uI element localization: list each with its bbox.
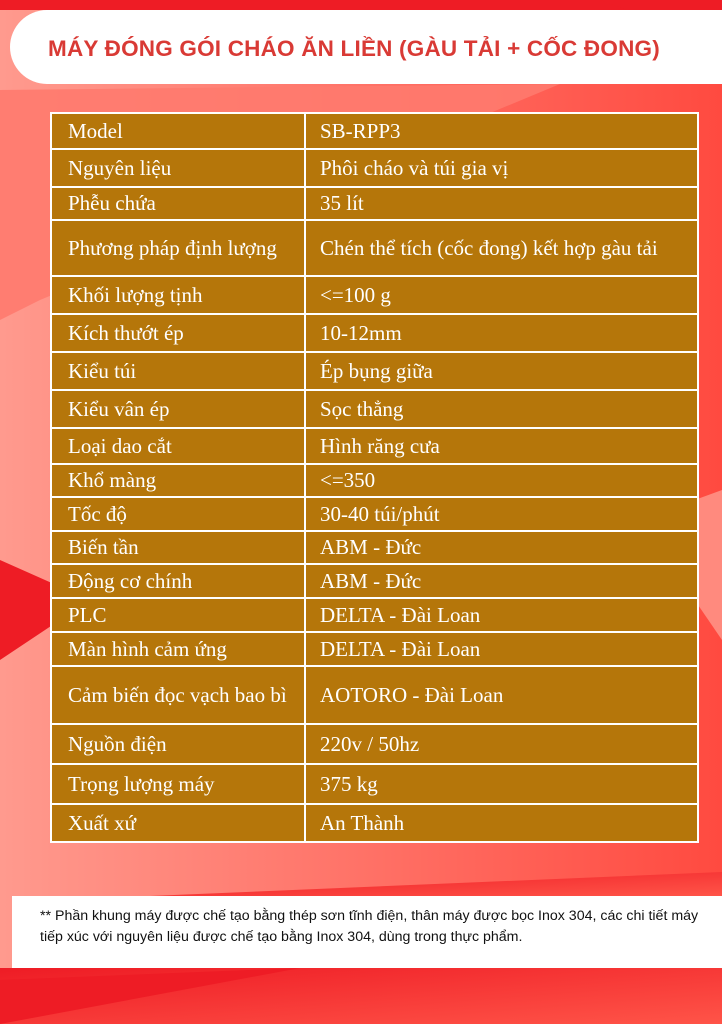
spec-label: Nguyên liệu — [51, 149, 305, 187]
spec-row — [51, 390, 698, 428]
spec-row — [51, 598, 698, 632]
spec-row — [51, 632, 698, 666]
spec-label: Nguồn điện — [51, 724, 305, 764]
spec-value: DELTA - Đài Loan — [305, 632, 698, 666]
spec-label: Model — [51, 113, 305, 149]
spec-label: Màn hình cảm ứng — [51, 632, 305, 666]
spec-value: 35 lít — [305, 187, 698, 220]
spec-value: <=350 — [305, 464, 698, 497]
spec-label: Khổ màng — [51, 464, 305, 497]
spec-table-body — [51, 113, 698, 842]
spec-value: 10-12mm — [305, 314, 698, 352]
spec-value: Phôi cháo và túi gia vị — [305, 149, 698, 187]
spec-value: An Thành — [305, 804, 698, 842]
spec-value: ABM - Đức — [305, 531, 698, 564]
spec-row — [51, 804, 698, 842]
spec-value: 30-40 túi/phút — [305, 497, 698, 531]
spec-row — [51, 276, 698, 314]
footnote-box — [12, 896, 722, 968]
spec-value: Chén thể tích (cốc đong) kết hợp gàu tải — [305, 220, 698, 276]
spec-row — [51, 464, 698, 497]
spec-label: Trọng lượng máy — [51, 764, 305, 804]
spec-label: Phương pháp định lượng — [51, 220, 305, 276]
title-banner — [10, 10, 722, 84]
spec-value: SB-RPP3 — [305, 113, 698, 149]
spec-table — [50, 112, 699, 843]
spec-label: Tốc độ — [51, 497, 305, 531]
page-title: MÁY ĐÓNG GÓI CHÁO ĂN LIỀN (GÀU TẢI + CỐC ĐONG) — [48, 36, 660, 61]
spec-label: PLC — [51, 598, 305, 632]
spec-value: Sọc thẳng — [305, 390, 698, 428]
spec-row — [51, 666, 698, 724]
spec-label: Loại dao cắt — [51, 428, 305, 464]
spec-value: Hình răng cưa — [305, 428, 698, 464]
spec-row — [51, 497, 698, 531]
spec-value: <=100 g — [305, 276, 698, 314]
spec-row — [51, 764, 698, 804]
spec-label: Xuất xứ — [51, 804, 305, 842]
spec-label: Biến tần — [51, 531, 305, 564]
spec-label: Khối lượng tịnh — [51, 276, 305, 314]
spec-row — [51, 314, 698, 352]
spec-label: Kích thướt ép — [51, 314, 305, 352]
spec-value: Ép bụng giữa — [305, 352, 698, 390]
spec-label: Phễu chứa — [51, 187, 305, 220]
spec-value: ABM - Đức — [305, 564, 698, 598]
spec-row — [51, 428, 698, 464]
spec-row — [51, 149, 698, 187]
spec-row — [51, 113, 698, 149]
spec-value: 375 kg — [305, 764, 698, 804]
spec-row — [51, 564, 698, 598]
spec-value: AOTORO - Đài Loan — [305, 666, 698, 724]
spec-value: 220v / 50hz — [305, 724, 698, 764]
spec-row — [51, 531, 698, 564]
spec-row — [51, 220, 698, 276]
footnote: ** Phần khung máy được chế tạo bằng thép sơn tĩnh điện, thân máy được bọc Inox 304, các chi tiết máy tiếp xúc với nguyên liệu được chế tạo bằng Inox 304, dùng trong thực phẩm. — [40, 908, 699, 945]
spec-row — [51, 187, 698, 220]
spec-label: Động cơ chính — [51, 564, 305, 598]
spec-row — [51, 724, 698, 764]
spec-label: Kiểu vân ép — [51, 390, 305, 428]
spec-label: Cảm biến đọc vạch bao bì — [51, 666, 305, 724]
spec-value: DELTA - Đài Loan — [305, 598, 698, 632]
spec-label: Kiểu túi — [51, 352, 305, 390]
spec-row — [51, 352, 698, 390]
